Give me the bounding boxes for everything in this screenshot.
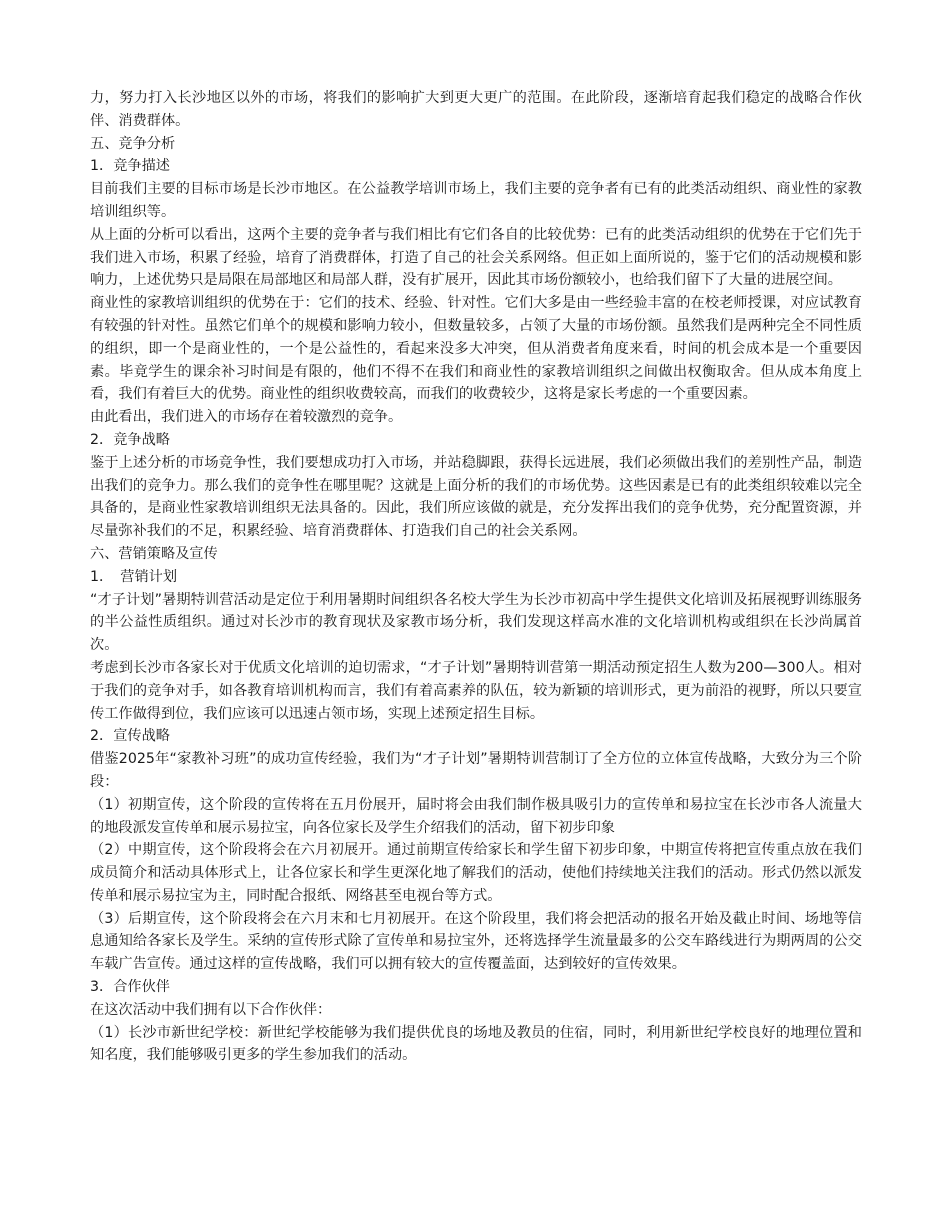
paragraph-promotion-overview: 借鉴2025年“家教补习班”的成功宣传经验，我们为“才子计划”暑期特训营制订了全方位的立体宣传战略，大致分为三个阶段： [90, 751, 862, 790]
list-item-mid-promotion: （2）中期宣传，这个阶段将会在六月初展开。通过前期宣传给家长和学生留下初步印象，中期宣传将把宣传重点放在我们成员简介和活动具体形式上，让各位家长和学生更深化地了解我们的活动，使他们持续地关注我们的活动。形式仍然以派发传单和展示易拉宝为主，同时配合报纸、网络甚至电视台等方式。 [90, 842, 862, 904]
section-heading-competition-analysis: 五、竞争分析 [90, 135, 176, 152]
paragraph-enrollment-target: 考虑到长沙市各家长对于优质文化培训的迫切需求，“才子计划”暑期特训营第一期活动预定招生人数为200—300人。相对于我们的竞争对手，如各教育培训机构而言，我们有着高素养的队伍，较为新颖的培训形式，更为前沿的视野，所以只要宣传工作做得到位，我们应该可以迅速占领市场，实现上述预定招生目标。 [90, 659, 862, 722]
paragraph-competitor-advantages: 从上面的分析可以看出，这两个主要的竞争者与我们相比有它们各自的比较优势：已有的此类活动组织的优势在于它们先于我们进入市场，积累了经验，培育了消费群体，打造了自己的社会关系网络。但正如上面所说的，鉴于它们的活动规模和影响力，上述优势只是局限在局部地区和局部人群，没有扩展开，因此其市场份额较小，也给我们留下了大量的进展空间。 [90, 226, 862, 289]
list-item-early-promotion: （1）初期宣传，这个阶段的宣传将在五月份展开，届时将会由我们制作极具吸引力的宣传单和易拉宝在长沙市各人流量大的地段派发宣传单和展示易拉宝，向各位家长及学生介绍我们的活动，留下初步印象 [90, 796, 862, 836]
list-item-late-promotion: （3）后期宣传，这个阶段将会在六月末和七月初展开。在这个阶段里，我们将会把活动的报名开始及截止时间、场地等信息通知给各家长及学生。采纳的宣传形式除了宣传单和易拉宝外，还将选择学生流量最多的公交车路线进行为期两周的公交车载广告宣传。通过这样的宣传战略，我们可以拥有较大的宣传覆盖面，达到较好的宣传效果。 [90, 910, 862, 973]
paragraph-commercial-tutoring: 商业性的家教培训组织的优势在于：它们的技术、经验、针对性。它们大多是由一些经验丰富的在校老师授课，对应试教育有较强的针对性。虽然它们单个的规模和影响力较小，但数量较多，占领了大量的市场份额。虽然我们是两种完全不同性质的组织，即一个是商业性的，一个是公益性的，看起来没多大冲突，但从消费者角度来看，时间的机会成本是一个重要因素。毕竟学生的课余补习时间是有限的，他们不得不在我们和商业性的家教培训组织之间做出权衡取舍。但从成本角度上看，我们有着巨大的优势。商业性的组织收费较高，而我们的收费较少，这将是家长考虑的一个重要因素。 [90, 295, 862, 403]
subheading-competition-description: 1．竞争描述 [90, 158, 170, 175]
subheading-marketing-plan: 1． 营销计划 [90, 568, 178, 585]
paragraph-competition-conclusion: 由此看出，我们进入的市场存在着较激烈的竞争。 [90, 409, 403, 426]
subheading-competition-strategy: 2．竞争战略 [90, 431, 170, 448]
paragraph-target-market: 目前我们主要的目标市场是长沙市地区。在公益教学培训市场上，我们主要的竞争者有已有的此类活动组织、商业性的家教培训组织等。 [90, 181, 862, 220]
paragraph-partners-intro: 在这次活动中我们拥有以下合作伙伴： [90, 1001, 332, 1018]
paragraph-camp-positioning: “才子计划”暑期特训营活动是定位于利用暑期时间组织各名校大学生为长沙市初高中学生提供文化培训及拓展视野训练服务的半公益性质组织。通过对长沙市的教育现状及家教市场分析，我们发现这样高水准的文化培训机构或组织在长沙尚属首次。 [90, 591, 862, 654]
document-page [90, 87, 862, 1067]
paragraph-strategy-detail: 鉴于上述分析的市场竞争性，我们要想成功打入市场，并站稳脚跟，获得长远进展，我们必须做出我们的差别性产品，制造出我们的竞争力。那么我们的竞争性在哪里呢？这就是上面分析的我们的市场优势。这些因素是已有的此类组织较难以完全具备的，是商业性家教培训组织无法具备的。因此，我们所应该做的就是，充分发挥出我们的竞争优势，充分配置资源，并尽量弥补我们的不足，积累经验、培育消费群体、打造我们自己的社会关系网。 [90, 454, 862, 540]
paragraph-continuation: 力，努力打入长沙地区以外的市场，将我们的影响扩大到更大更广的范围。在此阶段，逐渐培育起我们稳定的战略合作伙伴、消费群体。 [90, 90, 862, 129]
list-item-partner-school: （1）长沙市新世纪学校：新世纪学校能够为我们提供优良的场地及教员的住宿，同时，利用新世纪学校良好的地理位置和知名度，我们能够吸引更多的学生参加我们的活动。 [90, 1024, 862, 1064]
subheading-partners: 3．合作伙伴 [90, 979, 170, 996]
section-heading-marketing: 六、营销策略及宣传 [90, 545, 218, 562]
subheading-promotion-strategy: 2．宣传战略 [90, 728, 170, 745]
